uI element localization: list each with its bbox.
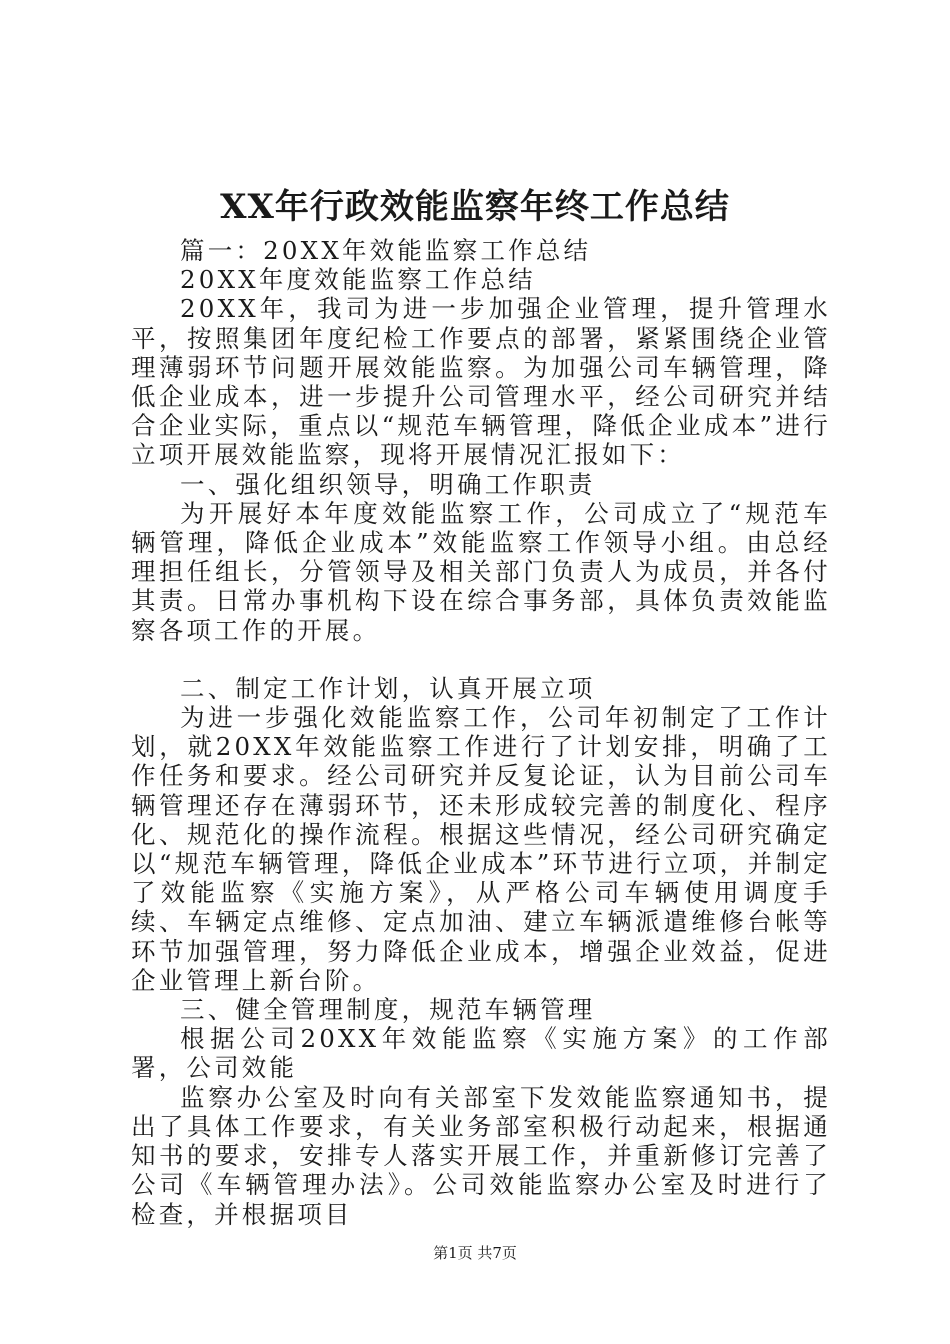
paragraph-section-heading: 篇一：20XX年效能监察工作总结 xyxy=(180,236,592,265)
paragraph-heading-1: 一、强化组织领导，明确工作职责 xyxy=(180,469,596,499)
paragraph-body-3b: 监察办公室及时向有关部室下发效能监察通知书，提出了具体工作要求，有关业务部室积极行动起来，根据通知书的要求，安排专人落实开展工作，并重新修订完善了公司《车辆管理办法》。公司效能监察办公室及时进行了检查，并根据项目 xyxy=(131,1082,831,1229)
paragraph-gap xyxy=(131,645,831,674)
paragraph-body-2: 为进一步强化效能监察工作，公司年初制定了工作计划，就20XX年效能监察工作进行了计划安排，明确了工作任务和要求。经公司研究并反复论证，认为目前公司车辆管理还存在薄弱环节，还未形成较完善的制度化、程序化、规范化的操作流程。根据这些情况，经公司研究确定以“规范车辆管理，降低企业成本”环节进行立项，并制定了效能监察《实施方案》，从严格公司车辆使用调度手续、车辆定点维修、定点加油、建立车辆派遣维修台帐等环节加强管理，努力降低企业成本，增强企业效益，促进企业管理上新台阶。 xyxy=(131,703,831,995)
document-body xyxy=(131,236,831,1229)
paragraph-heading-3: 三、健全管理制度，规范车辆管理 xyxy=(180,995,596,1025)
paragraph-heading-2: 二、制定工作计划，认真开展立项 xyxy=(180,673,596,703)
paragraph-body-1: 为开展好本年度效能监察工作，公司成立了“规范车辆管理，降低企业成本”效能监察工作领导小组。由总经理担任组长，分管领导及相关部门负责人为成员，并各付其责。日常办事机构下设在综合事务部，具体负责效能监察各项工作的开展。 xyxy=(131,498,831,645)
paragraph-subtitle: 20XX年度效能监察工作总结 xyxy=(180,265,536,295)
document-title: XX年行政效能监察年终工作总结 xyxy=(220,187,730,227)
paragraph-intro: 20XX年，我司为进一步加强企业管理，提升管理水平，按照集团年度纪检工作要点的部署，紧紧围绕企业管理薄弱环节问题开展效能监察。为加强公司车辆管理，降低企业成本，进一步提升公司管理水平，经公司研究并结合企业实际，重点以“规范车辆管理，降低企业成本”进行立项开展效能监察，现将开展情况汇报如下： xyxy=(131,294,831,470)
paragraph-body-3a: 根据公司20XX年效能监察《实施方案》的工作部署，公司效能 xyxy=(131,1024,831,1083)
page-footer: 第1页 共7页 xyxy=(433,1244,517,1262)
